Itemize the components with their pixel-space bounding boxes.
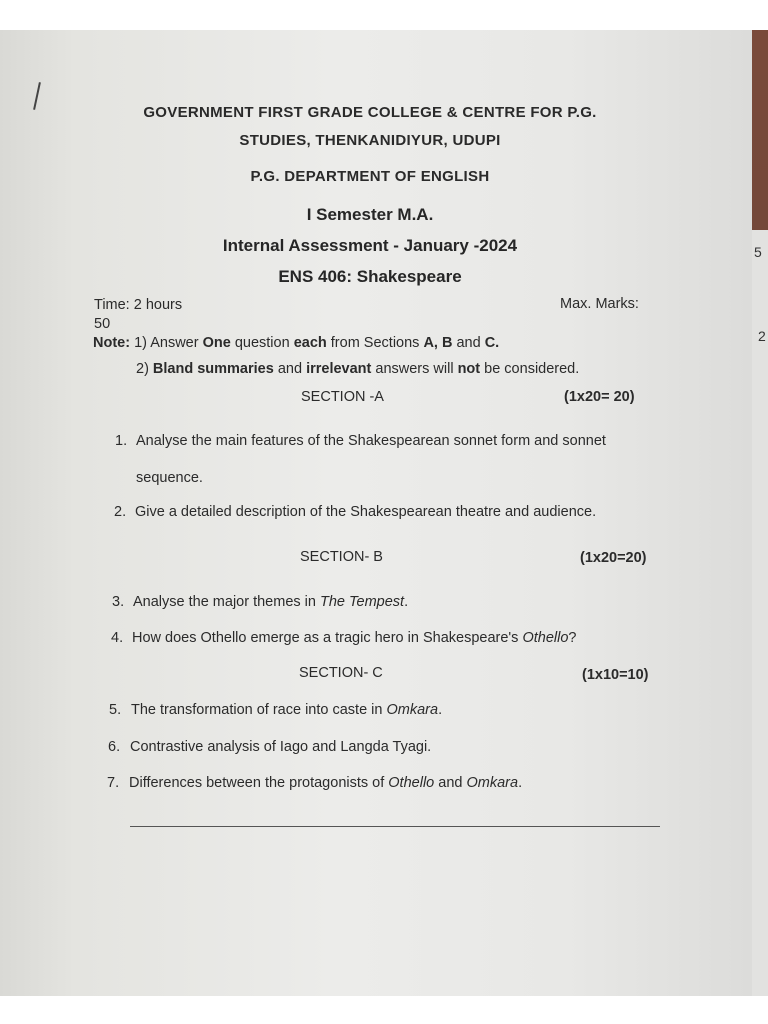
note-emphasis: irrelevant — [306, 361, 372, 377]
question-7-prompt: Differences between the protagonists of — [129, 775, 389, 791]
underlying-sheet-mark: 5 — [754, 244, 762, 260]
question-7-text — [129, 775, 522, 791]
section-b-title: SECTION- B — [300, 549, 383, 565]
question-5-prompt: The transformation of race into caste in — [131, 702, 387, 718]
department-name: P.G. DEPARTMENT OF ENGLISH — [250, 168, 490, 185]
section-c-marks: (1x10=10) — [582, 667, 649, 683]
note-emphasis: C. — [484, 335, 500, 351]
note-emphasis: each — [293, 335, 327, 351]
work-title: Othello — [522, 630, 569, 646]
college-name-line2: STUDIES, THENKANIDIYUR, UDUPI — [239, 132, 501, 149]
college-name-line1: GOVERNMENT FIRST GRADE COLLEGE & CENTRE FOR P.G. — [143, 104, 597, 121]
note-text: from Sections — [326, 335, 424, 351]
work-title: Omkara — [386, 702, 439, 718]
note-label: Note: — [93, 335, 131, 351]
question-2-number: 2. — [114, 504, 127, 520]
note-text: be considered. — [480, 361, 580, 377]
assessment-title: Internal Assessment - January -2024 — [222, 236, 518, 255]
end-rule — [130, 826, 660, 827]
question-5-text — [131, 702, 442, 718]
question-2-text: Give a detailed description of the Shakespearean theatre and audience. — [135, 504, 597, 520]
punctuation: . — [518, 775, 523, 791]
note-emphasis: not — [457, 361, 481, 377]
section-c-title: SECTION- C — [299, 665, 383, 681]
note-text: and — [452, 335, 485, 351]
question-1-text-cont: sequence. — [136, 470, 203, 486]
question-3-number: 3. — [112, 594, 125, 610]
question-4-number: 4. — [111, 630, 124, 646]
question-6-text: Contrastive analysis of Iago and Langda Tyagi. — [130, 739, 432, 755]
question-1-text: Analyse the main features of the Shakespearean sonnet form and sonnet — [136, 433, 606, 449]
work-title: Othello — [388, 775, 435, 791]
bottom-border — [0, 996, 768, 1024]
section-a-title: SECTION -A — [301, 389, 384, 405]
course-title: ENS 406: Shakespeare — [278, 267, 462, 286]
question-1-number: 1. — [115, 433, 128, 449]
note-text: 1) Answer — [130, 335, 203, 351]
question-7-number: 7. — [107, 775, 120, 791]
question-5-number: 5. — [109, 702, 122, 718]
punctuation: ? — [568, 630, 577, 646]
question-7-connector: and — [434, 775, 467, 791]
note-emphasis: A, B — [423, 335, 453, 351]
note-line-1 — [93, 335, 499, 351]
max-marks-label: Max. Marks: — [560, 296, 639, 312]
top-border — [0, 0, 768, 30]
work-title: Omkara — [466, 775, 519, 791]
question-paper — [0, 30, 752, 996]
note-emphasis: One — [202, 335, 231, 351]
note-text: 2) — [136, 361, 153, 377]
punctuation: . — [404, 594, 409, 610]
semester-title: I Semester M.A. — [306, 205, 434, 224]
note-text: question — [230, 335, 294, 351]
question-6-number: 6. — [108, 739, 121, 755]
time-label: Time: 2 hours — [94, 297, 183, 313]
work-title: The Tempest — [319, 594, 405, 610]
note-text: and — [273, 361, 307, 377]
punctuation: . — [438, 702, 443, 718]
section-b-marks: (1x20=20) — [580, 550, 647, 566]
note-text: answers will — [371, 361, 458, 377]
section-a-marks: (1x20= 20) — [564, 389, 635, 405]
underlying-sheet-mark: 2 — [758, 328, 766, 344]
max-marks-value: 50 — [94, 316, 111, 332]
question-3-text — [133, 594, 408, 610]
question-4-prompt: How does Othello emerge as a tragic hero in Shakespeare's — [132, 630, 523, 646]
note-emphasis: Bland summaries — [152, 361, 274, 377]
note-line-2 — [136, 361, 579, 377]
question-4-text — [132, 630, 576, 646]
question-3-prompt: Analyse the major themes in — [133, 594, 320, 610]
